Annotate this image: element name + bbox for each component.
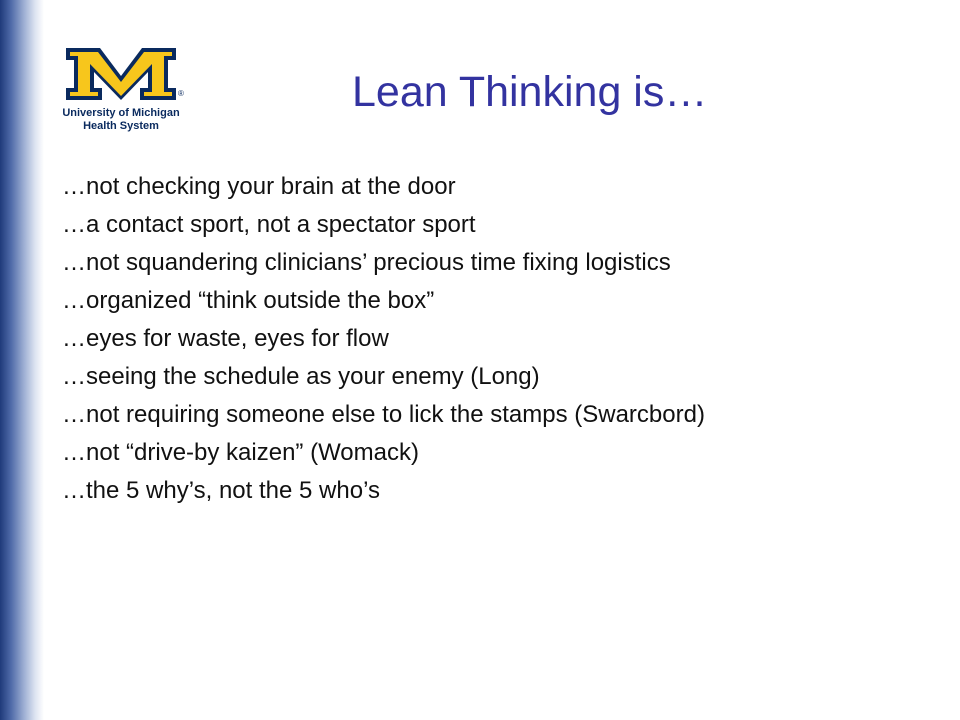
bullet-item: …not checking your brain at the door (62, 173, 456, 200)
registered-mark: ® (178, 89, 184, 98)
bullet-list (62, 172, 942, 514)
university-of-michigan-logo (54, 42, 194, 132)
logo-line-health-system: Health System (83, 120, 159, 132)
bullet-item: …a contact sport, not a spectator sport (62, 211, 476, 238)
left-edge-gradient-bar (0, 0, 44, 720)
bullet-item: …not “drive-by kaizen” (Womack) (62, 439, 419, 466)
bullet-item: …not requiring someone else to lick the stamps (Swarcbord) (62, 401, 705, 428)
slide-title: Lean Thinking is… (352, 68, 708, 116)
block-m-icon (54, 42, 188, 106)
bullet-item: …organized “think outside the box” (62, 287, 435, 314)
logo-line-university: University of Michigan (62, 107, 180, 119)
bullet-item: …not squandering clinicians’ precious time fixing logistics (62, 249, 671, 276)
bullet-item: …seeing the schedule as your enemy (Long) (62, 363, 540, 390)
bullet-item: …the 5 why’s, not the 5 who’s (62, 477, 380, 504)
bullet-item: …eyes for waste, eyes for flow (62, 325, 389, 352)
